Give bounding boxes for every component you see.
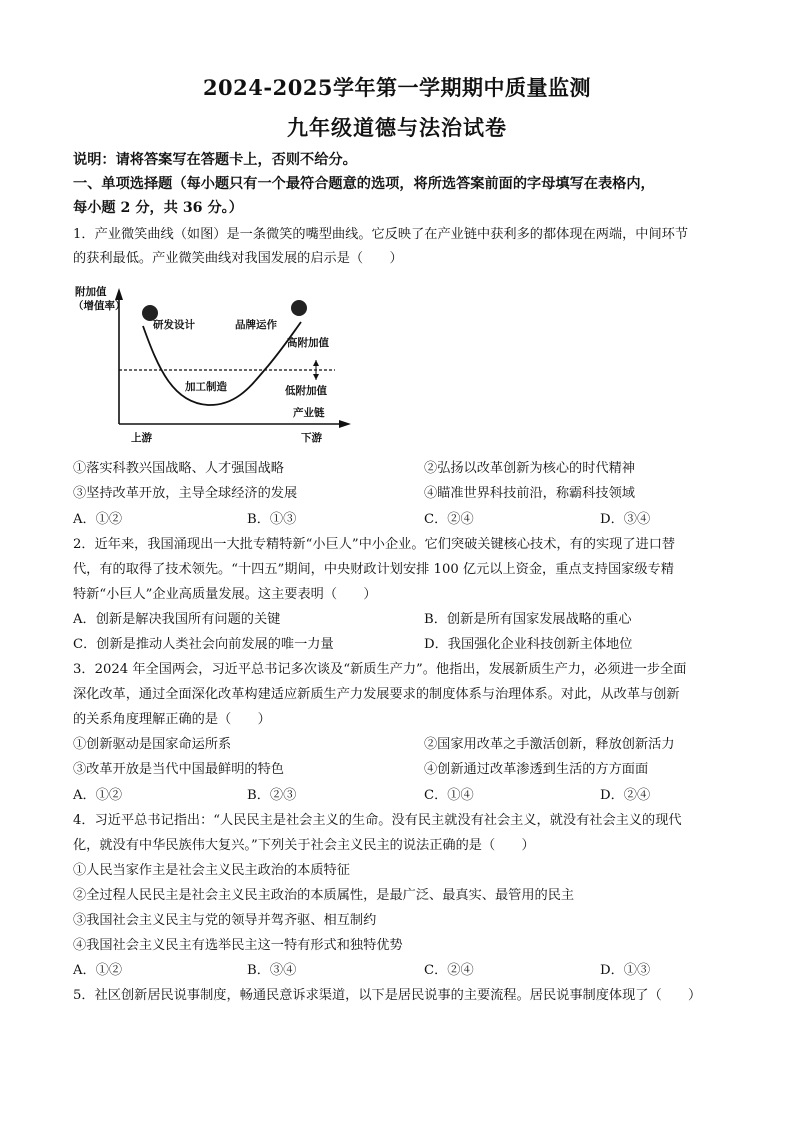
right-dot	[291, 300, 307, 316]
q4-option-b[interactable]: B．③④	[247, 963, 297, 978]
label-brand: 品牌运作	[235, 319, 277, 331]
q1-stem-line1: 1．产业微笑曲线（如图）是一条微笑的嘴型曲线。它反映了在产业链中获利多的都体现在两端，中间环节	[73, 227, 689, 242]
q4-statement-1: ①人民当家作主是社会主义民主政治的本质特征	[73, 863, 350, 878]
q3-option-a[interactable]: A．①②	[73, 788, 123, 803]
q1-option-b[interactable]: B．①③	[247, 512, 297, 527]
x-start-label: 上游	[131, 432, 152, 444]
q3-option-b[interactable]: B．②③	[247, 788, 297, 803]
q3-option-c[interactable]: C．①④	[424, 788, 474, 803]
q3-statement-4: ④创新通过改革渗透到生活的方方面面	[424, 762, 649, 777]
q1-statement-2: ②弘扬以改革创新为核心的时代精神	[424, 461, 635, 476]
label-processing: 加工制造	[185, 381, 227, 393]
q4-statement-3: ③我国社会主义民主与党的领导并驾齐驱、相互制约	[73, 913, 377, 928]
q1-stem-line2: 的获利最低。产业微笑曲线对我国发展的启示是（ ）	[73, 251, 403, 266]
q2-option-c[interactable]: C．创新是推动人类社会向前发展的唯一力量	[73, 637, 334, 652]
q5-stem-line1: 5．社区创新居民说事制度，畅通民意诉求渠道，以下是居民说事的主要流程。居民说事制度体现了（ ）	[73, 988, 702, 1003]
q1-option-d[interactable]: D．③④	[600, 512, 651, 527]
y-label-line2: （增值率）	[73, 300, 126, 312]
label-low: 低附加值	[285, 385, 327, 397]
q2-option-d[interactable]: D．我国强化企业科技创新主体地位	[424, 637, 633, 652]
q1-statement-1: ①落实科教兴国战略、人才强国战略	[73, 461, 284, 476]
q2-stem-line3: 特新“小巨人”企业高质量发展。这主要表明（ ）	[73, 587, 377, 602]
range-arrow-down	[313, 374, 319, 380]
q1-statement-4: ④瞄准世界科技前沿，称霸科技领域	[424, 486, 635, 501]
exam-subtitle: 九年级道德与法治试卷	[287, 115, 507, 140]
q2-option-b[interactable]: B．创新是所有国家发展战略的重心	[424, 612, 632, 627]
y-label-line1: 附加值	[75, 286, 107, 298]
q2-stem-line2: 代，有的取得了技术领先。“十四五”期间，中央财政计划安排 100 亿元以上资金，重点支持国家级专精	[73, 562, 674, 577]
q4-option-c[interactable]: C．②④	[424, 963, 474, 978]
q3-option-d[interactable]: D．②④	[600, 788, 651, 803]
q4-option-a[interactable]: A．①②	[73, 963, 123, 978]
notice: 说明：请将答案写在答题卡上，否则不给分。	[73, 152, 357, 168]
y-axis-arrow	[115, 288, 123, 300]
q3-stem-line2: 深化改革，通过全面深化改革构建适应新质生产力发展要求的制度体系与治理体系。对此，从改革与创新	[73, 687, 680, 702]
q2-option-a[interactable]: A．创新是解决我国所有问题的关键	[73, 612, 281, 627]
label-rd: 研发设计	[153, 319, 195, 331]
section-heading-line1: 一、单项选择题（每小题只有一个最符合题意的选项，将所选答案前面的字母填写在表格内，	[73, 176, 655, 192]
range-arrow-up	[313, 360, 319, 366]
q3-statement-3: ③改革开放是当代中国最鲜明的特色	[73, 762, 284, 777]
q3-stem-line3: 的关系角度理解正确的是（ ）	[73, 712, 271, 727]
q4-statement-2: ②全过程人民民主是社会主义民主政治的本质属性，是最广泛、最真实、最管用的民主	[73, 888, 575, 903]
q2-stem-line1: 2．近年来，我国涌现出一大批专精特新“小巨人”中小企业。它们突破关键核心技术，有的实现了进口替	[73, 537, 676, 552]
section-heading-line2: 每小题 2 分，共 36 分。）	[73, 200, 243, 216]
x-end-label: 下游	[301, 432, 322, 444]
q3-stem-line1: 3．2024 年全国两会，习近平总书记多次谈及“新质生产力”。他指出，发展新质生产力，必须进一步全面	[73, 662, 687, 677]
label-high: 高附加值	[287, 337, 329, 349]
q1-option-c[interactable]: C．②④	[424, 512, 474, 527]
q4-option-d[interactable]: D．①③	[600, 963, 651, 978]
x-axis-arrow	[339, 420, 351, 428]
q3-statement-2: ②国家用改革之手激活创新，释放创新活力	[424, 737, 675, 752]
q4-stem-line1: 4．习近平总书记指出：“人民民主是社会主义的生命。没有民主就没有社会主义，就没有社会主义的现代	[73, 813, 682, 828]
q4-statement-4: ④我国社会主义民主有选举民主这一特有形式和独特优势	[73, 938, 403, 953]
x-label: 产业链	[293, 407, 325, 419]
q1-option-a[interactable]: A．①②	[73, 512, 123, 527]
q4-stem-line2: 化，就没有中华民族伟大复兴。”下列关于社会主义民主的说法正确的是（ ）	[73, 838, 535, 853]
q1-statement-3: ③坚持改革开放，主导全球经济的发展	[73, 486, 298, 501]
q3-statement-1: ①创新驱动是国家命运所系	[73, 737, 232, 752]
smile-curve-chart	[73, 278, 353, 448]
exam-title: 2024-2025学年第一学期期中质量监测	[202, 75, 592, 100]
